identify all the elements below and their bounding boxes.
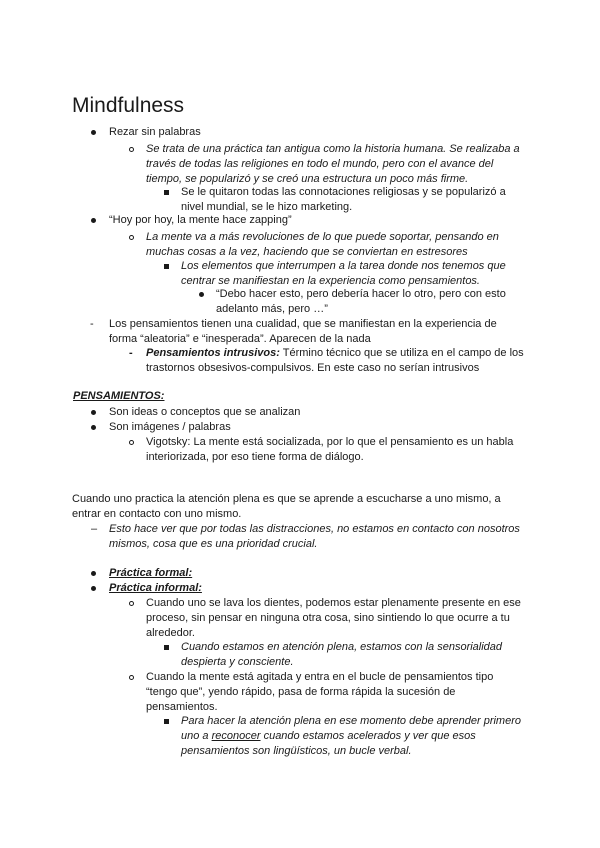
subheading-informal: Práctica informal: <box>109 582 202 594</box>
section-heading: PENSAMIENTOS: <box>73 390 165 402</box>
list-item-text: Se le quitaron todas las connotaciones religiosas y se popularizó a <box>181 186 506 198</box>
list-item-text: Los pensamientos tienen una cualidad, que se manifiestan en la experiencia de <box>109 318 497 330</box>
list-item-text: forma “aleatoria” e “inesperada”. Aparecen de la nada <box>109 333 371 345</box>
list-item-text: pensamientos. <box>146 701 218 713</box>
list-item-text: Los elementos que interrumpen a la tarea donde nos tenemos que <box>181 260 506 272</box>
list-item-text: “tengo que”, yendo rápido, pasa de forma rápida la sucesión de <box>146 686 456 698</box>
list-item-text: trastornos obsesivos-compulsivos. En este caso no serían intrusivos <box>146 362 480 374</box>
bullet-square <box>164 719 169 724</box>
bullet-dot <box>91 130 96 135</box>
underlined-word: reconocer <box>211 730 261 742</box>
list-item-text: “Debo hacer esto, pero debería hacer lo otro, pero con esto <box>216 288 506 300</box>
list-item-text: alrededor. <box>146 627 195 639</box>
list-item-text: despierta y consciente. <box>181 656 294 668</box>
bullet-dot <box>91 571 96 576</box>
list-item-text: Vigotsky: La mente está socializada, por lo que el pensamiento es un habla <box>146 436 514 448</box>
bullet-dot <box>91 586 96 591</box>
term-definition: Término técnico que se utiliza en el campo de los <box>279 347 524 359</box>
dash-marker: - <box>90 318 94 330</box>
bullet-square <box>164 190 169 195</box>
list-item-text: muchas cosas a la vez, haciendo que se conviertan en estresores <box>146 246 468 258</box>
bullet-circle <box>129 235 134 240</box>
bullet-circle <box>129 675 134 680</box>
bullet-square <box>164 264 169 269</box>
list-item-text: proceso, sin pensar en ninguna otra cosa, sino sintiendo lo que ocurre a tu <box>146 612 510 624</box>
list-item-text: Se trata de una práctica tan antigua como la historia humana. Se realizaba a <box>146 143 520 155</box>
dash-marker: - <box>129 347 133 359</box>
text-run: uno a <box>181 730 212 742</box>
list-item-text: pensamientos son lingüísticos, un bucle verbal. <box>181 745 412 757</box>
list-item-text: Cuando uno se lava los dientes, podemos estar plenamente presente en ese <box>146 597 521 609</box>
bullet-dot <box>199 292 204 297</box>
text-run: cuando estamos acelerados y ver que esos <box>260 730 476 742</box>
page-title: Mindfulness <box>72 94 185 117</box>
list-item: “Hoy por hoy, la mente hace zapping” <box>109 214 292 226</box>
subheading-formal: Práctica formal: <box>109 567 193 579</box>
list-item-text: Cuando estamos en atención plena, estamos con la sensorialidad <box>181 641 503 653</box>
bullet-square <box>164 645 169 650</box>
list-item-text: Esto hace ver que por todas las distracciones, no estamos en contacto con nosotros <box>109 523 520 535</box>
list-item-text: nivel mundial, se le hizo marketing. <box>181 201 353 213</box>
list-item-text: La mente va a más revoluciones de lo que puede soportar, pensando en <box>146 231 499 243</box>
paragraph-text: Cuando uno practica la atención plena es que se aprende a escucharse a uno mismo, a <box>72 493 501 505</box>
list-item: Rezar sin palabras <box>109 126 201 138</box>
bullet-circle <box>129 147 134 152</box>
list-item-text: mismos, cosa que es una prioridad crucial. <box>109 538 318 550</box>
list-item-text: centrar se manifiestan en la experiencia como pensamientos. <box>181 275 480 287</box>
bullet-circle <box>129 440 134 445</box>
list-item-text: adelanto más, pero …” <box>216 303 328 315</box>
list-item-text: través de todas las religiones en todo el mundo, pero con el avance del <box>146 158 494 170</box>
list-item-text: Para hacer la atención plena en ese momento debe aprender primero <box>181 715 521 727</box>
bold-term: Pensamientos intrusivos: <box>146 347 280 359</box>
list-item: Son ideas o conceptos que se analizan <box>109 406 301 418</box>
bullet-dot <box>91 410 96 415</box>
list-item-text: interiorizada, por eso tiene forma de diálogo. <box>146 451 364 463</box>
list-item-text: tiempo, se popularizó y se creó una estructura un poco más firme. <box>146 173 469 185</box>
bullet-dot <box>91 218 96 223</box>
list-item-text <box>146 346 524 361</box>
bullet-dot <box>91 425 96 430</box>
bullet-circle <box>129 601 134 606</box>
paragraph-text: entrar en contacto con uno mismo. <box>72 508 242 520</box>
dash-marker: – <box>91 523 98 535</box>
list-item: Son imágenes / palabras <box>109 421 231 433</box>
list-item-text <box>181 729 476 744</box>
list-item-text: Cuando la mente está agitada y entra en el bucle de pensamientos tipo <box>146 671 494 683</box>
